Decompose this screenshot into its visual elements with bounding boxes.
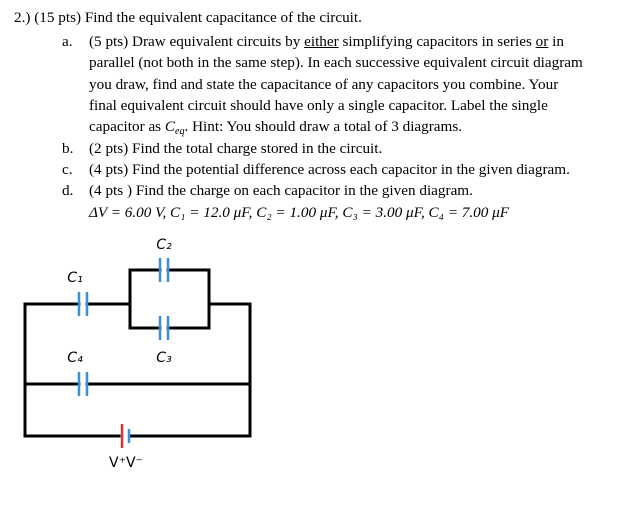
part-b-marker: b.: [62, 140, 74, 157]
part-a-line-1-pre: (5 pts) Draw equivalent circuits by: [89, 33, 305, 50]
c1-label: C₁: [67, 270, 83, 286]
c2-label: C₂: [156, 237, 172, 253]
ceq-subscript: eq: [175, 126, 185, 137]
wire-parallel-bottom-right: [168, 304, 209, 328]
wire-parallel-top-right: [168, 270, 209, 328]
part-a-line-5-pre: capacitor as: [89, 118, 165, 135]
part-a-line-1-post: in: [548, 33, 564, 50]
c4-label: C₄: [67, 350, 83, 366]
part-a-line-3: you draw, find and state the capacitance of any capacitors you combine. Your: [89, 76, 559, 93]
part-b-text: (2 pts) Find the total charge stored in the circuit.: [89, 140, 383, 157]
part-a-line-2: parallel (not both in the same step). In each successive equivalent circuit diagram: [89, 54, 583, 71]
wire-parallel-top-left: [130, 270, 160, 328]
part-d-text: (4 pts ) Find the charge on each capacitor in the given diagram.: [89, 182, 473, 199]
c3-label: C₃: [156, 350, 172, 366]
part-a-line-1-mid: simplifying capacitors in series: [338, 33, 536, 50]
battery-label: V⁺V⁻: [109, 455, 143, 471]
part-c-marker: c.: [62, 161, 73, 178]
ceq-symbol: C: [164, 118, 176, 135]
or-underlined: or: [535, 33, 549, 50]
problem-title: 2.) (15 pts) Find the equivalent capacitance of the circuit.: [14, 9, 362, 26]
wire-top-left: [25, 304, 119, 436]
part-c-text: (4 pts) Find the potential difference across each capacitor in the given diagram.: [89, 161, 570, 178]
part-a-marker: a.: [62, 33, 73, 50]
wire-right-side: [131, 304, 250, 436]
given-values: ΔV = 6.00 V, C₁ = 12.0 μF, C₂ = 1.00 μF, C₃ = 3.00 μF, C₄ = 7.00 μF: [89, 204, 510, 221]
part-a-line-5-post: . Hint: You should draw a total of 3 diagrams.: [184, 118, 463, 135]
part-a-line-4: final equivalent circuit should have only a single capacitor. Label the single: [89, 97, 548, 114]
either-underlined: either: [304, 33, 339, 50]
wire-parallel-bottom-left: [130, 304, 160, 328]
part-d-marker: d.: [62, 182, 74, 199]
